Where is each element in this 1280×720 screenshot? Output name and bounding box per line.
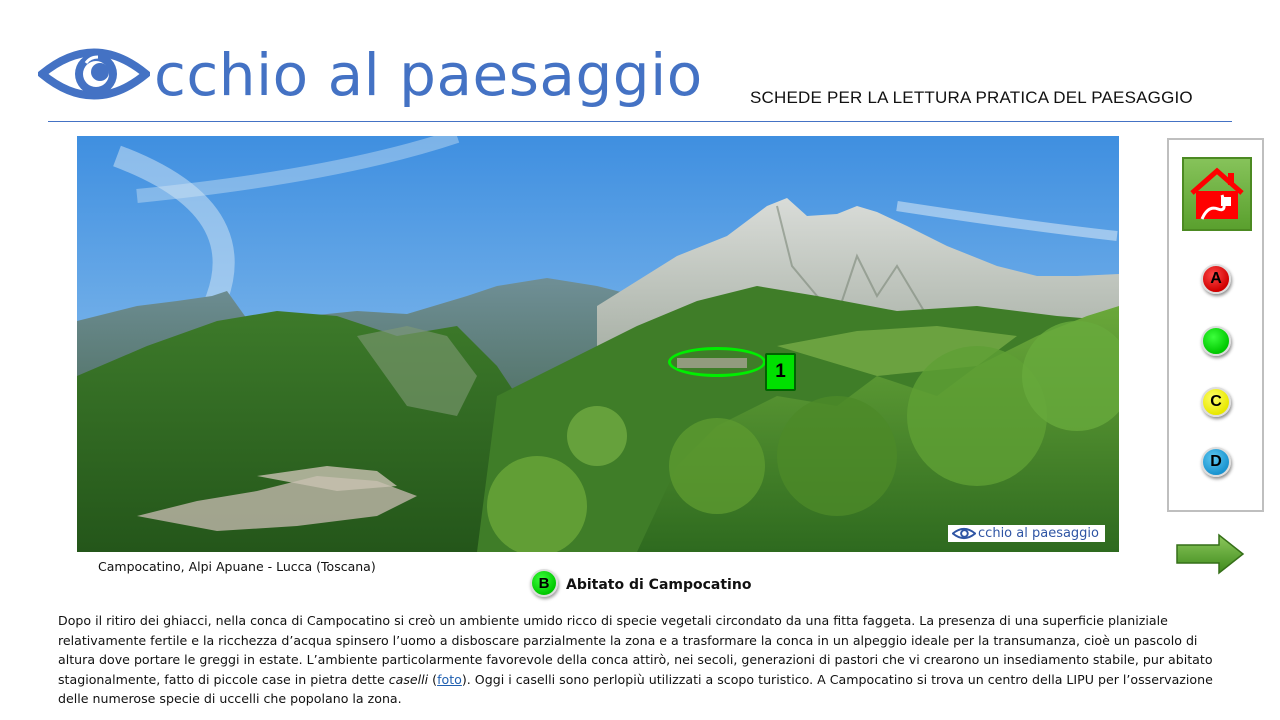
side-navigation — [1167, 138, 1264, 512]
header-divider — [48, 121, 1232, 122]
eye-icon — [38, 39, 150, 109]
home-icon — [1188, 165, 1246, 223]
photo-link[interactable]: foto — [437, 671, 462, 687]
highlight-ellipse — [668, 347, 766, 377]
watermark — [948, 525, 1105, 542]
logo — [38, 34, 703, 114]
description-part-1: Dopo il ritiro dei ghiacci, nella conca di Campocatino si creò un ambiente umido ricco di specie vegetali circondato da una fitta faggeta. La presenza di una superficie planiziale relativamente fertile e la ricchezza d’acqua spinsero l’uomo a disboscare parzialmente la zona e a trasformare la conca in un alpeggio ideale per la transumanza, cioè un pascolo di altura dove portare le greggi in estate. L’ambiente particolarmente favorevole della conca attirò, nei secoli, generazioni di pastori che vi crearono un insediamento stabile, pur abitato stagionalmente, fatto di piccole case in pietra dette — [58, 613, 1213, 687]
description-text — [58, 611, 1218, 709]
next-arrow-button[interactable] — [1175, 533, 1245, 575]
section-badge: B — [530, 569, 558, 597]
nav-button-d[interactable]: D — [1201, 447, 1231, 477]
home-button[interactable] — [1182, 157, 1252, 231]
landscape-photo — [77, 136, 1119, 552]
description-italic: caselli — [388, 671, 429, 687]
page-subtitle: SCHEDE PER LA LETTURA PRATICA DEL PAESAGGIO — [750, 88, 1193, 107]
landscape-illustration — [77, 136, 1119, 552]
photo-caption: Campocatino, Alpi Apuane - Lucca (Toscana) — [98, 559, 376, 574]
nav-button-a[interactable]: A — [1201, 264, 1231, 294]
eye-icon — [952, 526, 976, 541]
description-part-3: ). Oggi i caselli sono perlopiù utilizzati a scopo turistico. A Campocatino si trova un centro della LIPU per l’osservazione delle numerose specie di uccelli che popolano la zona. — [58, 671, 1213, 706]
watermark-text: cchio al paesaggio — [978, 526, 1099, 541]
description-part-2: ( — [428, 671, 438, 687]
nav-button-c[interactable]: C — [1201, 387, 1231, 417]
marker-1[interactable]: 1 — [765, 353, 796, 391]
nav-button-b[interactable] — [1201, 326, 1231, 356]
section-title: Abitato di Campocatino — [566, 577, 752, 593]
logo-text: cchio al paesaggio — [154, 41, 703, 109]
